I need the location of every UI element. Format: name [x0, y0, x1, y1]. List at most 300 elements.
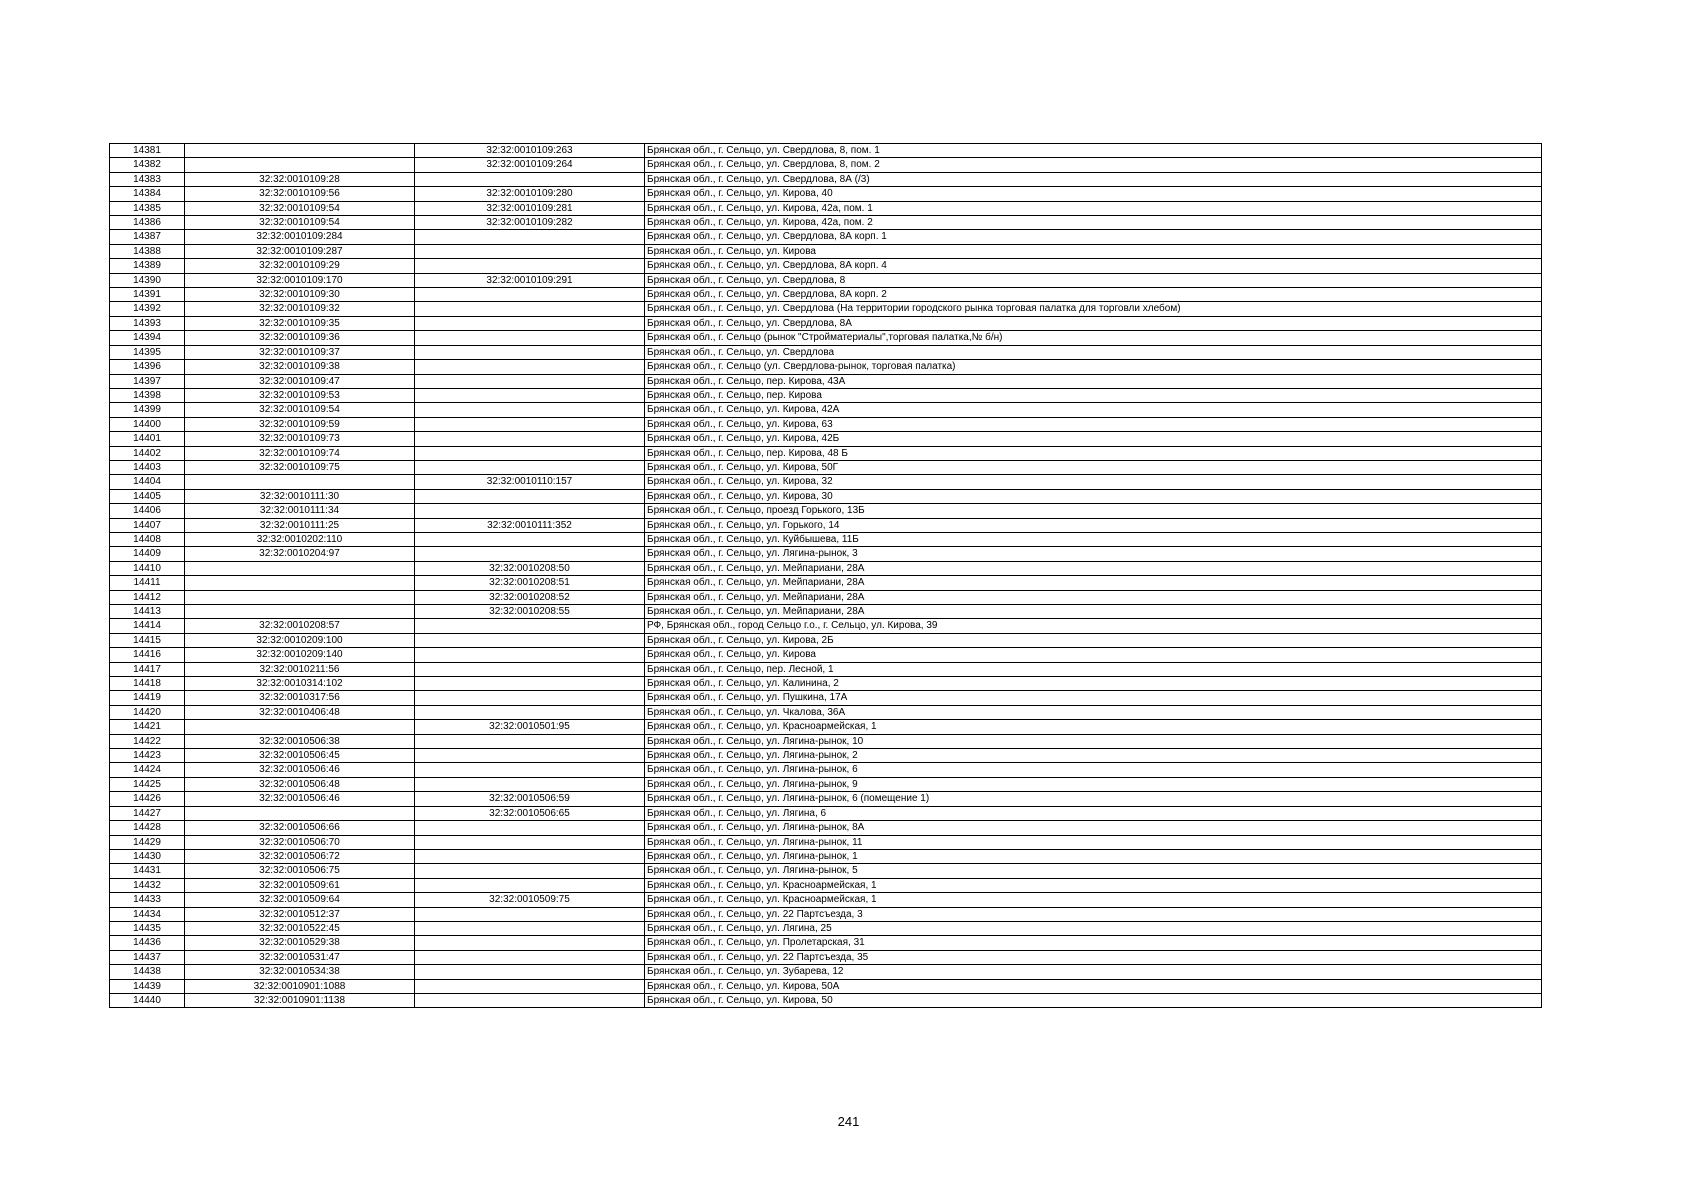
- table-row: [110, 749, 1542, 763]
- parcel-number-cell: [185, 806, 415, 820]
- object-number-cell: [415, 849, 645, 863]
- parcel-number-cell: 32:32:0010506:66: [185, 821, 415, 835]
- parcel-number-cell: 32:32:0010506:46: [185, 763, 415, 777]
- parcel-number-cell: 32:32:0010317:56: [185, 691, 415, 705]
- parcel-number-cell: [185, 561, 415, 575]
- row-number-cell: 14426: [110, 792, 185, 806]
- address-cell: Брянская обл., г. Сельцо, ул. Лягина-рынок, 2: [645, 749, 1542, 763]
- address-cell: Брянская обл., г. Сельцо, ул. 22 Партсъезда, 35: [645, 950, 1542, 964]
- address-cell: Брянская обл., г. Сельцо, ул. 22 Партсъезда, 3: [645, 907, 1542, 921]
- parcel-number-cell: 32:32:0010109:53: [185, 388, 415, 402]
- row-number-cell: 14414: [110, 619, 185, 633]
- table-row: [110, 288, 1542, 302]
- parcel-number-cell: 32:32:0010512:37: [185, 907, 415, 921]
- table-row: [110, 403, 1542, 417]
- parcel-number-cell: 32:32:0010522:45: [185, 921, 415, 935]
- row-number-cell: 14432: [110, 878, 185, 892]
- object-number-cell: [415, 504, 645, 518]
- table-row: [110, 720, 1542, 734]
- parcel-number-cell: 32:32:0010109:73: [185, 432, 415, 446]
- address-cell: Брянская обл., г. Сельцо, ул. Кирова, 32: [645, 475, 1542, 489]
- address-cell: Брянская обл., г. Сельцо, ул. Кирова, 50: [645, 993, 1542, 1007]
- object-number-cell: [415, 532, 645, 546]
- address-cell: Брянская обл., г. Сельцо, ул. Кирова, 42А: [645, 403, 1542, 417]
- row-number-cell: 14423: [110, 749, 185, 763]
- table-row: [110, 893, 1542, 907]
- object-number-cell: [415, 259, 645, 273]
- object-number-cell: [415, 331, 645, 345]
- object-number-cell: [415, 489, 645, 503]
- address-cell: Брянская обл., г. Сельцо (рынок "Стройматериалы",торговая палатка,№ б/н): [645, 331, 1542, 345]
- object-number-cell: [415, 230, 645, 244]
- address-cell: Брянская обл., г. Сельцо, ул. Пушкина, 17А: [645, 691, 1542, 705]
- row-number-cell: 14390: [110, 273, 185, 287]
- row-number-cell: 14384: [110, 187, 185, 201]
- address-cell: РФ, Брянская обл., город Сельцо г.о., г. Сельцо, ул. Кирова, 39: [645, 619, 1542, 633]
- address-cell: Брянская обл., г. Сельцо, ул. Лягина-рынок, 8А: [645, 821, 1542, 835]
- address-cell: Брянская обл., г. Сельцо, ул. Лягина-рынок, 6: [645, 763, 1542, 777]
- table-row: [110, 662, 1542, 676]
- row-number-cell: 14429: [110, 835, 185, 849]
- table-row: [110, 950, 1542, 964]
- row-number-cell: 14392: [110, 302, 185, 316]
- row-number-cell: 14430: [110, 849, 185, 863]
- parcel-number-cell: 32:32:0010211:56: [185, 662, 415, 676]
- object-number-cell: [415, 388, 645, 402]
- table-row: [110, 777, 1542, 791]
- parcel-number-cell: 32:32:0010109:59: [185, 417, 415, 431]
- row-number-cell: 14408: [110, 532, 185, 546]
- address-cell: Брянская обл., г. Сельцо, ул. Свердлова: [645, 345, 1542, 359]
- row-number-cell: 14383: [110, 172, 185, 186]
- address-cell: Брянская обл., г. Сельцо, пер. Лесной, 1: [645, 662, 1542, 676]
- address-cell: Брянская обл., г. Сельцо, ул. Свердлова, 8А корп. 1: [645, 230, 1542, 244]
- address-cell: Брянская обл., г. Сельцо, ул. Лягина-рынок, 1: [645, 849, 1542, 863]
- address-cell: Брянская обл., г. Сельцо, ул. Свердлова, 8А корп. 4: [645, 259, 1542, 273]
- row-number-cell: 14411: [110, 576, 185, 590]
- object-number-cell: [415, 316, 645, 330]
- row-number-cell: 14418: [110, 677, 185, 691]
- row-number-cell: 14431: [110, 864, 185, 878]
- address-cell: Брянская обл., г. Сельцо, ул. Кирова, 30: [645, 489, 1542, 503]
- parcel-number-cell: 32:32:0010109:54: [185, 201, 415, 215]
- table-row: [110, 432, 1542, 446]
- row-number-cell: 14387: [110, 230, 185, 244]
- table-row: [110, 633, 1542, 647]
- object-number-cell: [415, 648, 645, 662]
- object-number-cell: 32:32:0010109:264: [415, 158, 645, 172]
- table-row: [110, 907, 1542, 921]
- object-number-cell: 32:32:0010109:280: [415, 187, 645, 201]
- row-number-cell: 14420: [110, 705, 185, 719]
- object-number-cell: 32:32:0010109:291: [415, 273, 645, 287]
- address-cell: Брянская обл., г. Сельцо, ул. Лягина-рынок, 10: [645, 734, 1542, 748]
- address-cell: Брянская обл., г. Сельцо (ул. Свердлова-рынок, торговая палатка): [645, 360, 1542, 374]
- address-cell: Брянская обл., г. Сельцо, ул. Красноармейская, 1: [645, 720, 1542, 734]
- table-row: [110, 360, 1542, 374]
- address-cell: Брянская обл., г. Сельцо, ул. Горького, 14: [645, 518, 1542, 532]
- object-number-cell: [415, 763, 645, 777]
- table-row: [110, 259, 1542, 273]
- address-cell: Брянская обл., г. Сельцо, ул. Красноармейская, 1: [645, 893, 1542, 907]
- address-cell: Брянская обл., г. Сельцо, пер. Кирова, 43А: [645, 374, 1542, 388]
- parcel-number-cell: 32:32:0010111:25: [185, 518, 415, 532]
- address-cell: Брянская обл., г. Сельцо, ул. Свердлова, 8А (/3): [645, 172, 1542, 186]
- address-cell: Брянская обл., г. Сельцо, ул. Мейпариани, 28А: [645, 576, 1542, 590]
- parcel-number-cell: [185, 576, 415, 590]
- parcel-number-cell: 32:32:0010109:37: [185, 345, 415, 359]
- row-number-cell: 14400: [110, 417, 185, 431]
- row-number-cell: 14413: [110, 605, 185, 619]
- address-cell: Брянская обл., г. Сельцо, ул. Мейпариани, 28А: [645, 605, 1542, 619]
- table-row: [110, 144, 1542, 158]
- object-number-cell: [415, 864, 645, 878]
- page-number: 241: [837, 1114, 860, 1129]
- table-row: [110, 504, 1542, 518]
- parcel-number-cell: 32:32:0010109:287: [185, 244, 415, 258]
- address-cell: Брянская обл., г. Сельцо, ул. Кирова, 63: [645, 417, 1542, 431]
- object-number-cell: 32:32:0010509:75: [415, 893, 645, 907]
- parcel-number-cell: 32:32:0010202:110: [185, 532, 415, 546]
- address-cell: Брянская обл., г. Сельцо, ул. Пролетарская, 31: [645, 936, 1542, 950]
- row-number-cell: 14404: [110, 475, 185, 489]
- parcel-number-cell: 32:32:0010109:29: [185, 259, 415, 273]
- address-cell: Брянская обл., г. Сельцо, ул. Мейпариани, 28А: [645, 561, 1542, 575]
- table-row: [110, 648, 1542, 662]
- row-number-cell: 14435: [110, 921, 185, 935]
- object-number-cell: [415, 446, 645, 460]
- table-row: [110, 821, 1542, 835]
- parcel-number-cell: 32:32:0010109:32: [185, 302, 415, 316]
- table-row: [110, 302, 1542, 316]
- table-row: [110, 489, 1542, 503]
- row-number-cell: 14409: [110, 547, 185, 561]
- object-number-cell: [415, 691, 645, 705]
- row-number-cell: 14388: [110, 244, 185, 258]
- row-number-cell: 14425: [110, 777, 185, 791]
- object-number-cell: [415, 878, 645, 892]
- row-number-cell: 14393: [110, 316, 185, 330]
- object-number-cell: [415, 619, 645, 633]
- table-row: [110, 446, 1542, 460]
- parcel-number-cell: 32:32:0010109:28: [185, 172, 415, 186]
- table-row: [110, 417, 1542, 431]
- row-number-cell: 14382: [110, 158, 185, 172]
- object-number-cell: [415, 777, 645, 791]
- table-row: [110, 331, 1542, 345]
- address-cell: Брянская обл., г. Сельцо, ул. Свердлова, 8А корп. 2: [645, 288, 1542, 302]
- parcel-number-cell: 32:32:0010109:47: [185, 374, 415, 388]
- parcel-number-cell: 32:32:0010109:56: [185, 187, 415, 201]
- row-number-cell: 14419: [110, 691, 185, 705]
- address-cell: Брянская обл., г. Сельцо, ул. Кирова: [645, 648, 1542, 662]
- object-number-cell: 32:32:0010208:50: [415, 561, 645, 575]
- table-row: [110, 576, 1542, 590]
- address-cell: Брянская обл., г. Сельцо, ул. Красноармейская, 1: [645, 878, 1542, 892]
- table-row: [110, 532, 1542, 546]
- table-row: [110, 619, 1542, 633]
- object-number-cell: [415, 244, 645, 258]
- address-cell: Брянская обл., г. Сельцо, проезд Горького, 13Б: [645, 504, 1542, 518]
- address-cell: Брянская обл., г. Сельцо, ул. Свердлова, 8: [645, 273, 1542, 287]
- table-row: [110, 763, 1542, 777]
- table-row: [110, 590, 1542, 604]
- object-number-cell: 32:32:0010208:55: [415, 605, 645, 619]
- object-number-cell: [415, 835, 645, 849]
- address-cell: Брянская обл., г. Сельцо, ул. Свердлова, 8, пом. 1: [645, 144, 1542, 158]
- object-number-cell: 32:32:0010208:51: [415, 576, 645, 590]
- object-number-cell: 32:32:0010208:52: [415, 590, 645, 604]
- address-cell: Брянская обл., г. Сельцо, ул. Кирова, 50А: [645, 979, 1542, 993]
- parcel-number-cell: 32:32:0010109:284: [185, 230, 415, 244]
- object-number-cell: [415, 677, 645, 691]
- table-row: [110, 878, 1542, 892]
- row-number-cell: 14395: [110, 345, 185, 359]
- table-row: [110, 374, 1542, 388]
- row-number-cell: 14422: [110, 734, 185, 748]
- row-number-cell: 14416: [110, 648, 185, 662]
- address-cell: Брянская обл., г. Сельцо, ул. Кирова: [645, 244, 1542, 258]
- object-number-cell: [415, 907, 645, 921]
- parcel-number-cell: [185, 475, 415, 489]
- row-number-cell: 14389: [110, 259, 185, 273]
- object-number-cell: [415, 965, 645, 979]
- table-row: [110, 921, 1542, 935]
- parcel-number-cell: 32:32:0010506:45: [185, 749, 415, 763]
- parcel-number-cell: [185, 720, 415, 734]
- row-number-cell: 14407: [110, 518, 185, 532]
- table-row: [110, 993, 1542, 1007]
- address-cell: Брянская обл., г. Сельцо, ул. Калинина, 2: [645, 677, 1542, 691]
- row-number-cell: 14433: [110, 893, 185, 907]
- object-number-cell: [415, 749, 645, 763]
- row-number-cell: 14424: [110, 763, 185, 777]
- object-number-cell: [415, 734, 645, 748]
- address-cell: Брянская обл., г. Сельцо, ул. Кирова, 2Б: [645, 633, 1542, 647]
- row-number-cell: 14396: [110, 360, 185, 374]
- parcel-number-cell: 32:32:0010109:54: [185, 403, 415, 417]
- address-cell: Брянская обл., г. Сельцо, ул. Лягина-рынок, 5: [645, 864, 1542, 878]
- parcel-number-cell: 32:32:0010901:1138: [185, 993, 415, 1007]
- parcel-number-cell: 32:32:0010109:36: [185, 331, 415, 345]
- object-number-cell: [415, 172, 645, 186]
- object-number-cell: [415, 821, 645, 835]
- row-number-cell: 14436: [110, 936, 185, 950]
- object-number-cell: [415, 360, 645, 374]
- parcel-number-cell: 32:32:0010509:61: [185, 878, 415, 892]
- object-number-cell: 32:32:0010111:352: [415, 518, 645, 532]
- parcel-number-cell: 32:32:0010208:57: [185, 619, 415, 633]
- row-number-cell: 14397: [110, 374, 185, 388]
- parcel-number-cell: 32:32:0010111:34: [185, 504, 415, 518]
- address-cell: Брянская обл., г. Сельцо, ул. Свердлова, 8А: [645, 316, 1542, 330]
- row-number-cell: 14385: [110, 201, 185, 215]
- parcel-number-cell: [185, 590, 415, 604]
- table-row: [110, 835, 1542, 849]
- object-number-cell: [415, 302, 645, 316]
- parcel-number-cell: 32:32:0010109:54: [185, 216, 415, 230]
- row-number-cell: 14410: [110, 561, 185, 575]
- row-number-cell: 14381: [110, 144, 185, 158]
- address-cell: Брянская обл., г. Сельцо, ул. Лягина-рынок, 3: [645, 547, 1542, 561]
- parcel-number-cell: 32:32:0010111:30: [185, 489, 415, 503]
- address-cell: Брянская обл., г. Сельцо, ул. Лягина-рынок, 9: [645, 777, 1542, 791]
- parcel-number-cell: 32:32:0010534:38: [185, 965, 415, 979]
- table-row: [110, 460, 1542, 474]
- parcel-number-cell: 32:32:0010109:35: [185, 316, 415, 330]
- object-number-cell: 32:32:0010501:95: [415, 720, 645, 734]
- address-cell: Брянская обл., г. Сельцо, ул. Лягина-рынок, 11: [645, 835, 1542, 849]
- object-number-cell: 32:32:0010109:282: [415, 216, 645, 230]
- table-row: [110, 705, 1542, 719]
- parcel-number-cell: 32:32:0010109:75: [185, 460, 415, 474]
- registry-table-body: [110, 144, 1542, 1008]
- row-number-cell: 14394: [110, 331, 185, 345]
- address-cell: Брянская обл., г. Сельцо, ул. Мейпариани, 28А: [645, 590, 1542, 604]
- parcel-number-cell: 32:32:0010109:30: [185, 288, 415, 302]
- row-number-cell: 14401: [110, 432, 185, 446]
- object-number-cell: 32:32:0010109:281: [415, 201, 645, 215]
- object-number-cell: [415, 993, 645, 1007]
- table-row: [110, 561, 1542, 575]
- parcel-number-cell: 32:32:0010506:48: [185, 777, 415, 791]
- table-row: [110, 388, 1542, 402]
- row-number-cell: 14406: [110, 504, 185, 518]
- table-row: [110, 965, 1542, 979]
- parcel-number-cell: 32:32:0010204:97: [185, 547, 415, 561]
- row-number-cell: 14417: [110, 662, 185, 676]
- address-cell: Брянская обл., г. Сельцо, ул. Лягина, 6: [645, 806, 1542, 820]
- parcel-number-cell: 32:32:0010506:38: [185, 734, 415, 748]
- address-cell: Брянская обл., г. Сельцо, ул. Лягина-рынок, 6 (помещение 1): [645, 792, 1542, 806]
- address-cell: Брянская обл., г. Сельцо, ул. Свердлова (На территории городского рынка торговая палатка для торговли хлебом): [645, 302, 1542, 316]
- parcel-number-cell: 32:32:0010506:75: [185, 864, 415, 878]
- address-cell: Брянская обл., г. Сельцо, пер. Кирова: [645, 388, 1542, 402]
- parcel-number-cell: 32:32:0010506:72: [185, 849, 415, 863]
- table-row: [110, 158, 1542, 172]
- row-number-cell: 14402: [110, 446, 185, 460]
- parcel-number-cell: 32:32:0010109:38: [185, 360, 415, 374]
- table-row: [110, 345, 1542, 359]
- object-number-cell: [415, 417, 645, 431]
- object-number-cell: [415, 705, 645, 719]
- address-cell: Брянская обл., г. Сельцо, ул. Лягина, 25: [645, 921, 1542, 935]
- address-cell: Брянская обл., г. Сельцо, ул. Кирова, 42а, пом. 2: [645, 216, 1542, 230]
- table-row: [110, 677, 1542, 691]
- parcel-number-cell: 32:32:0010209:140: [185, 648, 415, 662]
- row-number-cell: 14399: [110, 403, 185, 417]
- row-number-cell: 14434: [110, 907, 185, 921]
- object-number-cell: [415, 936, 645, 950]
- address-cell: Брянская обл., г. Сельцо, ул. Зубарева, 12: [645, 965, 1542, 979]
- table-row: [110, 216, 1542, 230]
- row-number-cell: 14421: [110, 720, 185, 734]
- object-number-cell: [415, 403, 645, 417]
- table-row: [110, 605, 1542, 619]
- object-number-cell: 32:32:0010109:263: [415, 144, 645, 158]
- parcel-number-cell: 32:32:0010506:46: [185, 792, 415, 806]
- object-number-cell: [415, 432, 645, 446]
- row-number-cell: 14412: [110, 590, 185, 604]
- table-row: [110, 792, 1542, 806]
- table-row: [110, 806, 1542, 820]
- table-row: [110, 849, 1542, 863]
- object-number-cell: 32:32:0010506:65: [415, 806, 645, 820]
- registry-table: [109, 143, 1542, 1008]
- address-cell: Брянская обл., г. Сельцо, пер. Кирова, 48 Б: [645, 446, 1542, 460]
- object-number-cell: [415, 950, 645, 964]
- parcel-number-cell: 32:32:0010529:38: [185, 936, 415, 950]
- object-number-cell: [415, 547, 645, 561]
- address-cell: Брянская обл., г. Сельцо, ул. Кирова, 40: [645, 187, 1542, 201]
- object-number-cell: [415, 979, 645, 993]
- object-number-cell: [415, 662, 645, 676]
- object-number-cell: [415, 374, 645, 388]
- table-row: [110, 244, 1542, 258]
- row-number-cell: 14391: [110, 288, 185, 302]
- object-number-cell: [415, 345, 645, 359]
- row-number-cell: 14405: [110, 489, 185, 503]
- table-row: [110, 172, 1542, 186]
- table-row: [110, 187, 1542, 201]
- address-cell: Брянская обл., г. Сельцо, ул. Кирова, 50Г: [645, 460, 1542, 474]
- row-number-cell: 14437: [110, 950, 185, 964]
- row-number-cell: 14415: [110, 633, 185, 647]
- table-row: [110, 734, 1542, 748]
- table-row: [110, 936, 1542, 950]
- parcel-number-cell: 32:32:0010209:100: [185, 633, 415, 647]
- table-row: [110, 547, 1542, 561]
- row-number-cell: 14439: [110, 979, 185, 993]
- table-row: [110, 518, 1542, 532]
- parcel-number-cell: 32:32:0010314:102: [185, 677, 415, 691]
- row-number-cell: 14398: [110, 388, 185, 402]
- row-number-cell: 14403: [110, 460, 185, 474]
- parcel-number-cell: 32:32:0010406:48: [185, 705, 415, 719]
- table-row: [110, 979, 1542, 993]
- address-cell: Брянская обл., г. Сельцо, ул. Свердлова, 8, пом. 2: [645, 158, 1542, 172]
- parcel-number-cell: [185, 144, 415, 158]
- table-row: [110, 475, 1542, 489]
- parcel-number-cell: [185, 605, 415, 619]
- object-number-cell: [415, 633, 645, 647]
- row-number-cell: 14438: [110, 965, 185, 979]
- table-row: [110, 273, 1542, 287]
- object-number-cell: [415, 460, 645, 474]
- parcel-number-cell: 32:32:0010506:70: [185, 835, 415, 849]
- parcel-number-cell: 32:32:0010509:64: [185, 893, 415, 907]
- address-cell: Брянская обл., г. Сельцо, ул. Куйбышева, 11Б: [645, 532, 1542, 546]
- address-cell: Брянская обл., г. Сельцо, ул. Кирова, 42а, пом. 1: [645, 201, 1542, 215]
- table-row: [110, 201, 1542, 215]
- object-number-cell: [415, 288, 645, 302]
- address-cell: Брянская обл., г. Сельцо, ул. Кирова, 42Б: [645, 432, 1542, 446]
- object-number-cell: 32:32:0010506:59: [415, 792, 645, 806]
- object-number-cell: 32:32:0010110:157: [415, 475, 645, 489]
- row-number-cell: 14440: [110, 993, 185, 1007]
- parcel-number-cell: 32:32:0010109:170: [185, 273, 415, 287]
- parcel-number-cell: 32:32:0010109:74: [185, 446, 415, 460]
- row-number-cell: 14386: [110, 216, 185, 230]
- object-number-cell: [415, 921, 645, 935]
- row-number-cell: 14428: [110, 821, 185, 835]
- parcel-number-cell: 32:32:0010531:47: [185, 950, 415, 964]
- row-number-cell: 14427: [110, 806, 185, 820]
- parcel-number-cell: [185, 158, 415, 172]
- table-row: [110, 316, 1542, 330]
- table-row: [110, 864, 1542, 878]
- table-row: [110, 230, 1542, 244]
